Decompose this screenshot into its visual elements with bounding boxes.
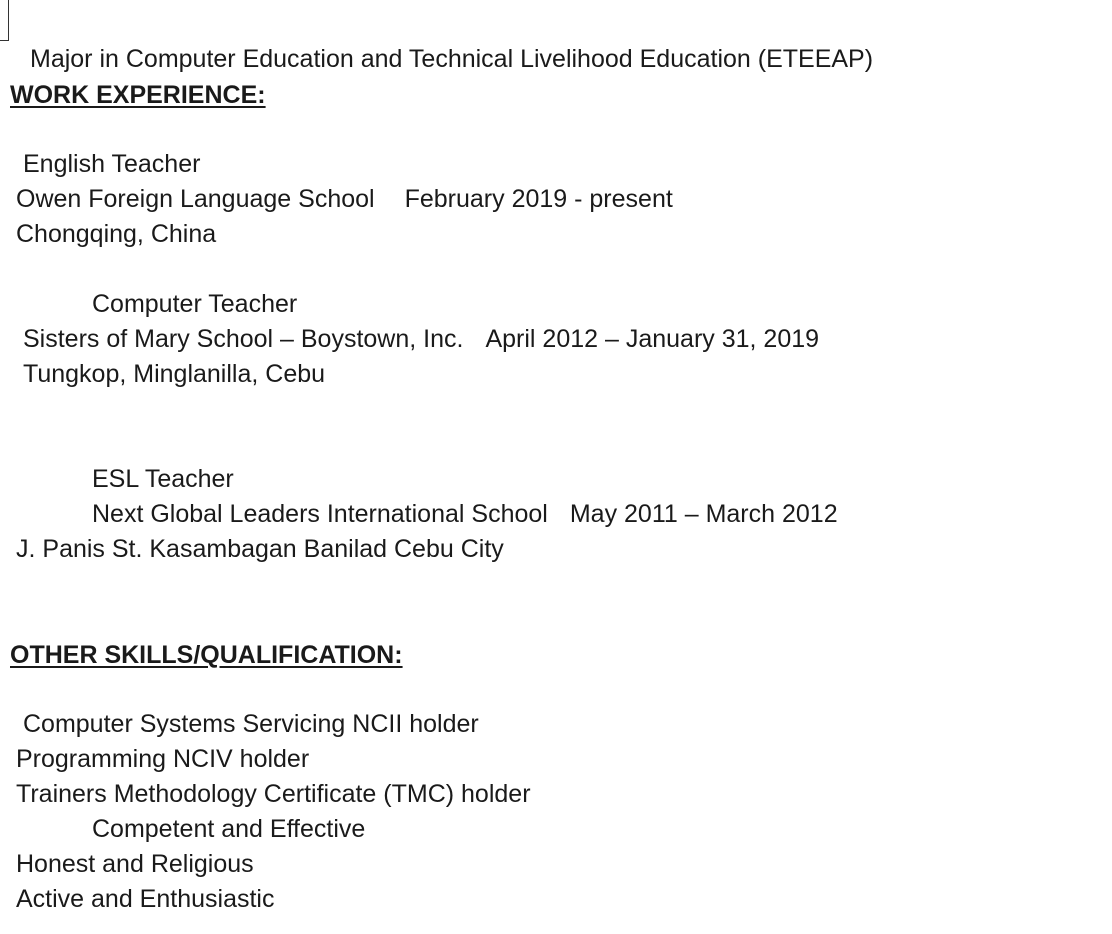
job-location: J. Panis St. Kasambagan Banilad Cebu City xyxy=(16,535,504,563)
job-period: February 2019 - present xyxy=(404,185,673,213)
job-title: English Teacher xyxy=(23,150,201,178)
skill-item: Trainers Methodology Certificate (TMC) holder xyxy=(16,780,531,808)
job-location: Tungkop, Minglanilla, Cebu xyxy=(23,360,326,388)
job-employer: Sisters of Mary School – Boystown, Inc. xyxy=(23,325,464,353)
job-employer-line xyxy=(23,324,819,354)
work-experience-heading: WORK EXPERIENCE: xyxy=(10,81,266,109)
skill-item: Programming NCIV holder xyxy=(16,745,310,773)
job-employer-line xyxy=(92,499,838,529)
skill-item: Computer Systems Servicing NCII holder xyxy=(23,710,479,738)
job-location: Chongqing, China xyxy=(16,220,217,248)
job-employer: Next Global Leaders International School xyxy=(92,500,548,528)
job-period: April 2012 – January 31, 2019 xyxy=(485,325,820,353)
skill-item: Honest and Religious xyxy=(16,850,254,878)
skill-item: Active and Enthusiastic xyxy=(16,885,275,913)
education-major: Major in Computer Education and Technical Livelihood Education (ETEEAP) xyxy=(30,45,874,73)
page-corner-mark xyxy=(0,0,9,41)
job-employer-line xyxy=(16,184,673,214)
job-period: May 2011 – March 2012 xyxy=(569,500,838,528)
skill-item: Competent and Effective xyxy=(92,815,366,843)
job-title: ESL Teacher xyxy=(92,465,234,493)
job-title: Computer Teacher xyxy=(92,290,298,318)
skills-heading: OTHER SKILLS/QUALIFICATION: xyxy=(10,641,403,669)
job-employer: Owen Foreign Language School xyxy=(16,185,375,213)
